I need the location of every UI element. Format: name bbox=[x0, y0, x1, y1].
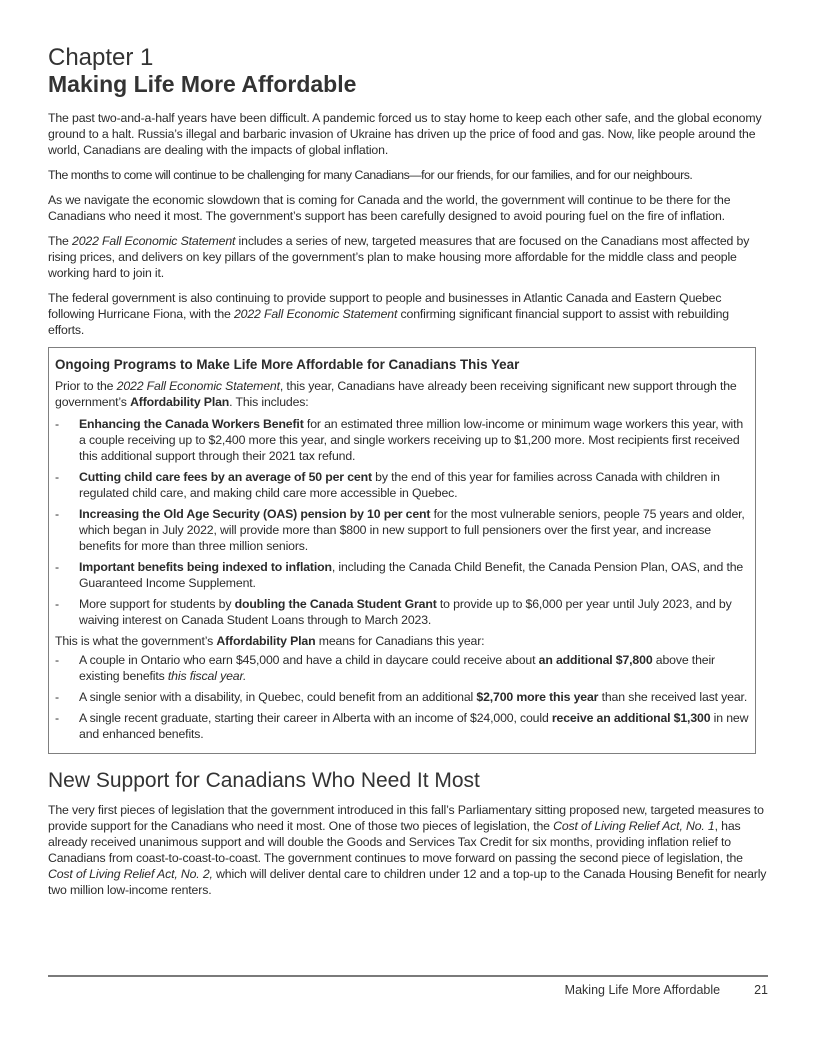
list-item: - Increasing the Old Age Security (OAS) pension by 10 per cent for the most vulnerable seniors, people 75 years and older, which began in July 2022, will provide more than $800 in new support to full pensioners over the first year, and increase benefits for more than three million seniors. bbox=[55, 507, 745, 553]
section-paragraph: The very first pieces of legislation that the government introduced in this fall’s Parliamentary sitting proposed new, targeted measures to provide support for the Canadians who need it most. One of those two pieces of legislation, the Cost of Living Relief Act, No. 1, has already received unanimous support and will double the Goods and Services Tax Credit for six months, providing inflation relief to Canadians from coast-to-coast-to-coast. The government continues to move forward on passing the second piece of legislation, the Cost of Living Relief Act, No. 2, which will deliver dental care to children under 12 and a top-up to the Canada Housing Benefit for nearly two million low-income renters. bbox=[48, 803, 767, 897]
footer-running-title: Making Life More Affordable bbox=[564, 983, 721, 997]
bullet-dash: - bbox=[55, 417, 59, 431]
intro-paragraph-3: As we navigate the economic slowdown that is coming for Canada and the world, the government will continue to be there for the Canadians who need it most. The government’s support has been carefully designed to avoid pouring fuel on the fire of inflation. bbox=[48, 193, 731, 223]
list-item: - A couple in Ontario who earn $45,000 and have a child in daycare could receive about an additional $7,800 above their existing benefits this fiscal year. bbox=[55, 653, 715, 683]
list-item: - More support for students by doubling the Canada Student Grant to provide up to $6,000 per year until July 2023, and by waiving interest on Canada Student Loans through to March 2023. bbox=[55, 597, 732, 627]
callout-intro: Prior to the 2022 Fall Economic Statement, this year, Canadians have already been receiving significant new support through the government’s Affordability Plan. This includes: bbox=[55, 379, 737, 409]
callout-box bbox=[48, 347, 756, 754]
bullet-dash: - bbox=[55, 597, 59, 611]
intro-paragraph-5: The federal government is also continuing to provide support to people and businesses in Atlantic Canada and Eastern Quebec following Hurricane Fiona, with the 2022 Fall Economic Statement confirming significant financial support to assist with rebuilding efforts. bbox=[48, 291, 729, 337]
examples-list bbox=[55, 652, 749, 742]
footer-divider bbox=[48, 975, 768, 977]
bullet-dash: - bbox=[55, 690, 59, 704]
list-item: - Cutting child care fees by an average of 50 per cent by the end of this year for families across Canada with children in regulated child care, and making child care more accessible in Quebec. bbox=[55, 470, 720, 500]
list-item: - Enhancing the Canada Workers Benefit for an estimated three million low-income or minimum wage workers this year, with a couple receiving up to $2,400 more this year, and single workers receiving up to $1,200 more. Most recipients first received this additional support through their 2021 tax refund. bbox=[55, 417, 744, 463]
bullet-dash: - bbox=[55, 507, 59, 521]
list-item: - A single recent graduate, starting their career in Alberta with an income of $24,000, could receive an additional $1,300 in new and enhanced benefits. bbox=[55, 711, 749, 741]
callout-title: Ongoing Programs to Make Life More Affordable for Canadians This Year bbox=[55, 357, 520, 372]
callout-mid-text: This is what the government’s Affordability Plan means for Canadians this year: bbox=[55, 634, 485, 648]
list-item: - A single senior with a disability, in Quebec, could benefit from an additional $2,700 more this year than she received last year. bbox=[55, 690, 748, 704]
list-item: - Important benefits being indexed to inflation, including the Canada Child Benefit, the Canada Pension Plan, OAS, and the Guaranteed Income Supplement. bbox=[55, 560, 744, 590]
page-footer bbox=[565, 983, 768, 997]
chapter-title: Making Life More Affordable bbox=[48, 71, 357, 97]
document-page bbox=[48, 44, 768, 907]
bullet-dash: - bbox=[55, 653, 59, 667]
bullet-dash: - bbox=[55, 470, 59, 484]
chapter-label: Chapter 1 bbox=[48, 44, 154, 71]
bullet-dash: - bbox=[55, 711, 59, 725]
intro-paragraph-2: The months to come will continue to be challenging for many Canadians—for our friends, for our families, and for our neighbours. bbox=[48, 168, 693, 182]
bullet-dash: - bbox=[55, 560, 59, 574]
intro-paragraph-4: The 2022 Fall Economic Statement includes a series of new, targeted measures that are focused on the Canadians most affected by rising prices, and delivers on key pillars of the government’s plan to make housing more affordable for the middle class and people working hard to join it. bbox=[48, 234, 750, 280]
page-number: 21 bbox=[754, 983, 768, 997]
intro-paragraph-1: The past two-and-a-half years have been difficult. A pandemic forced us to stay home to keep each other safe, and the global economy ground to a halt. Russia’s illegal and barbaric invasion of Ukraine has driven up the price of food and gas. Now, like people around the world, Canadians are dealing with the impacts of global inflation. bbox=[48, 111, 762, 157]
section-heading: New Support for Canadians Who Need It Most bbox=[48, 769, 480, 792]
programs-list bbox=[55, 416, 749, 628]
